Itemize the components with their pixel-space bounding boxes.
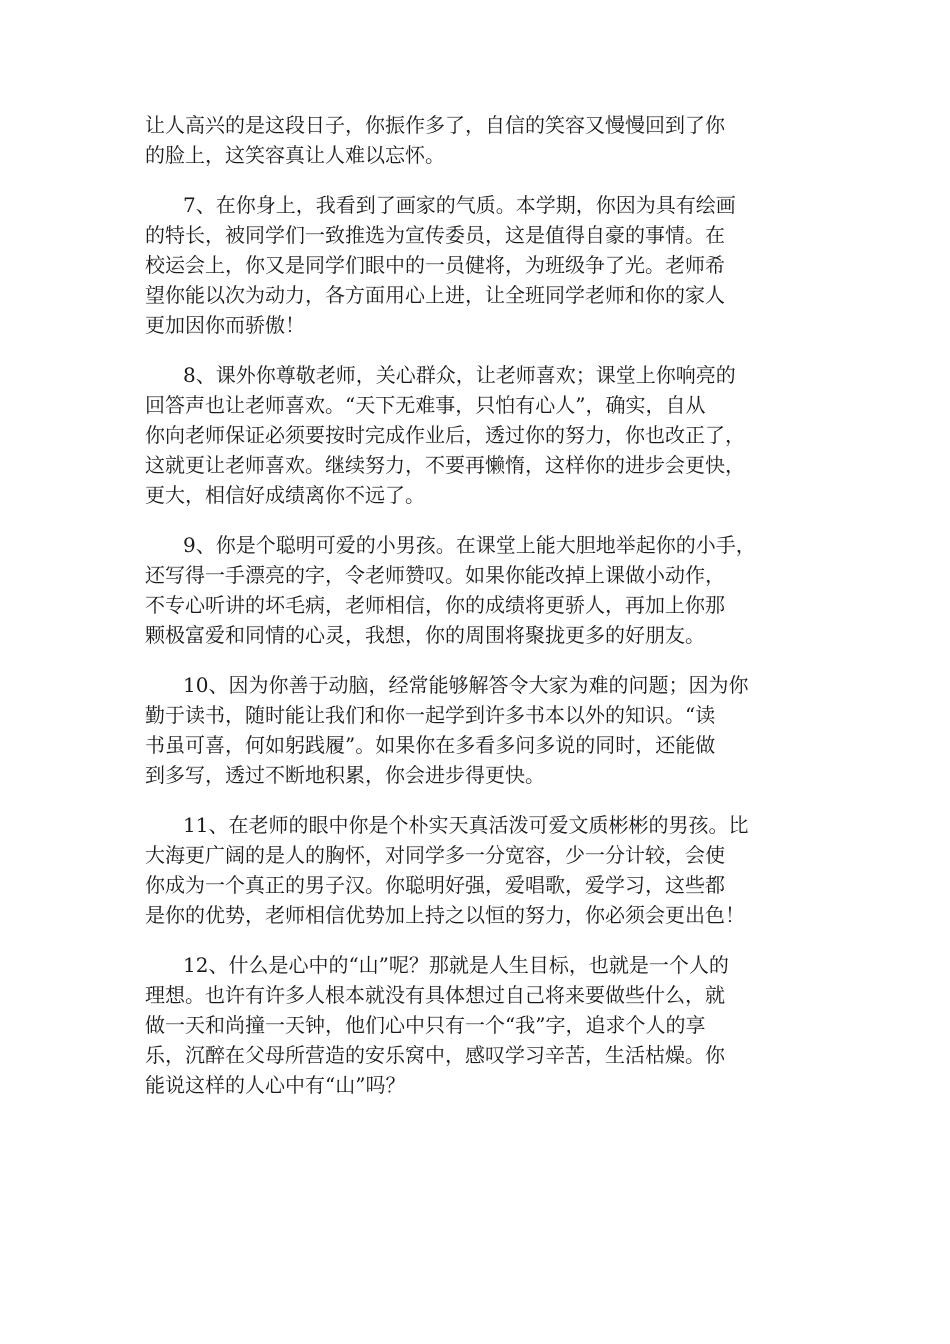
paragraph-7 [145,190,825,340]
text-line: 12、什么是心中的“山”呢？那就是人生目标，也就是一个人的 [183,953,729,977]
text-line: 7、在你身上，我看到了画家的气质。本学期，你因为具有绘画 [183,193,736,217]
text-line: 更加因你而骄傲！ [145,313,305,337]
text-line: 你向老师保证必须要按时完成作业后，透过你的努力，你也改正了， [145,423,745,447]
text-line: 望你能以次为动力，各方面用心上进，让全班同学老师和你的家人 [145,283,725,307]
text-line: 这就更让老师喜欢。继续努力，不要再懒惰，这样你的进步会更快， [145,453,745,477]
text-line: 勤于读书，随时能让我们和你一起学到许多书本以外的知识。“读 [145,703,716,727]
text-line: 回答声也让老师喜欢。“天下无难事，只怕有心人”，确实，自从 [145,393,706,417]
text-line: 是你的优势，老师相信优势加上持之以恒的努力，你必须会更出色！ [145,903,745,927]
text-line: 的特长，被同学们一致推选为宣传委员，这是值得自豪的事情。在 [145,223,725,247]
text-line: 能说这样的人心中有“山”吗？ [145,1073,406,1097]
text-line: 更大，相信好成绩离你不远了。 [145,483,425,507]
text-line: 10、因为你善于动脑，经常能够解答令大家为难的问题；因为你 [183,673,749,697]
text-line: 让人高兴的是这段日子，你振作多了，自信的笑容又慢慢回到了你 [145,113,725,137]
text-line: 理想。也许有许多人根本就没有具体想过自己将来要做些什么，就 [145,983,725,1007]
text-line: 8、课外你尊敬老师，关心群众，让老师喜欢；课堂上你响亮的 [183,363,736,387]
text-line: 11、在老师的眼中你是个朴实天真活泼可爱文质彬彬的男孩。比 [183,813,749,837]
paragraph-9 [145,530,825,650]
text-line: 乐，沉醉在父母所营造的安乐窝中，感叹学习辛苦，生活枯燥。你 [145,1043,725,1067]
paragraph-10 [145,670,825,790]
text-line: 9、你是个聪明可爱的小男孩。在课堂上能大胆地举起你的小手， [183,533,756,557]
paragraph-continuation [145,110,825,170]
text-line: 做一天和尚撞一天钟，他们心中只有一个“我”字，追求个人的享 [145,1013,706,1037]
paragraph-12 [145,950,825,1100]
text-line: 还写得一手漂亮的字，令老师赞叹。如果你能改掉上课做小动作， [145,563,725,587]
text-line: 颗极富爱和同情的心灵，我想，你的周围将聚拢更多的好朋友。 [145,623,705,647]
text-line: 到多写，透过不断地积累，你会进步得更快。 [145,763,545,787]
document-body [145,110,825,1120]
text-line: 校运会上，你又是同学们眼中的一员健将，为班级争了光。老师希 [145,253,725,277]
text-line: 不专心听讲的坏毛病，老师相信，你的成绩将更骄人，再加上你那 [145,593,725,617]
paragraph-11 [145,810,825,930]
paragraph-8 [145,360,825,510]
text-line: 大海更广阔的是人的胸怀，对同学多一分宽容，少一分计较，会使 [145,843,725,867]
text-line: 你成为一个真正的男子汉。你聪明好强，爱唱歌，爱学习，这些都 [145,873,725,897]
text-line: 的脸上，这笑容真让人难以忘怀。 [145,143,445,167]
text-line: 书虽可喜，何如躬践履”。如果你在多看多问多说的同时，还能做 [145,733,716,757]
